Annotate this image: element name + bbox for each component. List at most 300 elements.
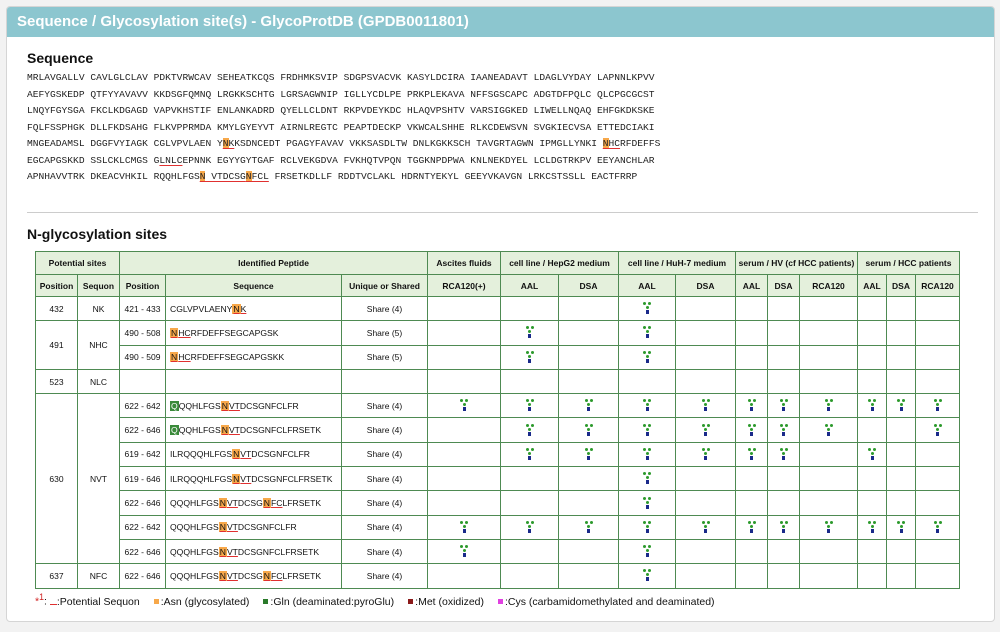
lectin-cell: [768, 564, 800, 588]
peptide-residue: HC: [178, 352, 191, 363]
empty-cell: [916, 369, 960, 393]
peptide-residue: CGLVPVLAENY: [170, 303, 233, 314]
lectin-cell: [501, 321, 559, 345]
peptide-residue: VT: [226, 570, 238, 581]
lectin-cell: [858, 394, 887, 418]
lectin-cell: [736, 394, 768, 418]
glycan-biantennary-icon: [643, 521, 651, 534]
lectin-cell: [800, 418, 858, 442]
glycan-biantennary-icon: [526, 521, 534, 534]
peptide-residue: DCSGNFCLFRSETK: [239, 425, 322, 436]
lectin-cell: [800, 564, 858, 588]
lectin-cell: [916, 297, 960, 321]
table-row: [36, 539, 960, 563]
table-row: [36, 467, 960, 491]
group-identified-peptide: Identified Peptide: [120, 252, 428, 275]
sequence-segment: KSDNCEDT PGAGYFAVAV VKKSASDLTW DNLKGKKSCH TAVGRTAGWN IPMGLLYNKI: [234, 138, 603, 149]
nglyco-table: [35, 251, 960, 589]
lectin-cell: [676, 442, 736, 466]
lectin-cell: [800, 491, 858, 515]
lectin-cell: [736, 564, 768, 588]
peptide-position: 622 - 642: [120, 515, 166, 539]
lectin-cell: [858, 564, 887, 588]
lectin-cell: [768, 321, 800, 345]
glycan-biantennary-icon: [585, 399, 593, 412]
lectin-cell: [800, 345, 858, 369]
sequence-segment: VTDCSG: [205, 171, 246, 182]
sequence-line: [27, 87, 660, 104]
peptide-residue: VT: [226, 498, 238, 509]
peptide-residue: FC: [270, 570, 283, 581]
lectin-cell: [676, 467, 736, 491]
peptide-residue: Q: [171, 400, 178, 411]
site-sequon: NVT: [78, 394, 120, 564]
peptide-residue: N: [221, 400, 228, 411]
lectin-cell: [676, 539, 736, 563]
glycan-biantennary-icon: [825, 521, 833, 534]
empty-cell: [800, 369, 858, 393]
footnote-star: *: [35, 595, 40, 608]
lectin-cell: [916, 418, 960, 442]
glycan-biantennary-icon: [526, 424, 534, 437]
sequence-line: [27, 169, 660, 186]
sequence-segment: N: [245, 171, 252, 182]
lectin-cell: [501, 564, 559, 588]
lectin-cell: [916, 394, 960, 418]
lectin-cell: [676, 321, 736, 345]
glycan-biantennary-icon: [825, 424, 833, 437]
peptide-sequence: [166, 418, 342, 442]
empty-cell: [428, 369, 501, 393]
column-header: DSA: [768, 275, 800, 297]
table-row: [36, 369, 960, 393]
peptide-residue: QQQHLFGS: [170, 498, 219, 509]
lectin-cell: [619, 515, 676, 539]
column-header: RCA120(+): [428, 275, 501, 297]
glycan-biantennary-icon: [702, 448, 710, 461]
lectin-cell: [736, 515, 768, 539]
lectin-cell: [428, 442, 501, 466]
sequence-segment: LNLC: [159, 154, 183, 166]
peptide-residue: DCSGNFCLFRSETK: [251, 473, 333, 484]
glycan-biantennary-icon: [868, 521, 876, 534]
site-position: 630: [36, 394, 78, 564]
legend-item: [154, 596, 250, 608]
lectin-cell: [916, 345, 960, 369]
lectin-cell: [736, 539, 768, 563]
peptide-position: 622 - 646: [120, 418, 166, 442]
glycan-biantennary-icon: [585, 521, 593, 534]
peptide-residue: N: [219, 570, 226, 581]
lectin-cell: [428, 564, 501, 588]
peptide-residue: K: [240, 303, 247, 314]
lectin-cell: [501, 442, 559, 466]
lectin-cell: [858, 345, 887, 369]
lectin-cell: [619, 321, 676, 345]
lectin-cell: [858, 467, 887, 491]
lectin-cell: [887, 345, 916, 369]
lectin-cell: [559, 321, 619, 345]
glycan-biantennary-icon: [643, 399, 651, 412]
glycan-biantennary-icon: [643, 424, 651, 437]
lectin-cell: [676, 491, 736, 515]
glycan-biantennary-icon: [934, 521, 942, 534]
empty-cell: [166, 369, 342, 393]
legend-item: [263, 596, 394, 608]
column-header: AAL: [501, 275, 559, 297]
table-row: [36, 297, 960, 321]
subheader-row: [36, 275, 960, 297]
glycan-biantennary-icon: [643, 472, 651, 485]
sequence-block: [27, 70, 660, 186]
peptide-residue: N: [263, 498, 270, 509]
lectin-cell: [619, 467, 676, 491]
group-serum-hv: serum / HV (cf HCC patients): [736, 252, 858, 275]
site-position: 432: [36, 297, 78, 321]
peptide-residue: QQHLFGS: [178, 400, 221, 411]
peptide-residue: N: [263, 570, 270, 581]
sequence-segment: RFDEFFS: [620, 138, 661, 149]
lectin-cell: [619, 418, 676, 442]
lectin-cell: [619, 491, 676, 515]
peptide-residue: N: [233, 303, 240, 314]
lectin-cell: [800, 442, 858, 466]
peptide-position: 622 - 646: [120, 539, 166, 563]
lectin-cell: [858, 442, 887, 466]
lectin-cell: [619, 442, 676, 466]
lectin-cell: [800, 394, 858, 418]
empty-cell: [736, 369, 768, 393]
unique-or-shared: Share (4): [342, 418, 428, 442]
lectin-cell: [428, 321, 501, 345]
group-potential-sites: Potential sites: [36, 252, 120, 275]
column-header: RCA120: [916, 275, 960, 297]
lectin-cell: [768, 394, 800, 418]
peptide-sequence: [166, 515, 342, 539]
peptide-residue: DCSG: [237, 498, 263, 509]
peptide-residue: N: [219, 498, 226, 509]
group-huh7: cell line / HuH-7 medium: [619, 252, 736, 275]
peptide-residue: N: [219, 546, 226, 557]
sequence-segment: FRSETKDLLF RDDTVCLAKL HDRNTYEKYL GEEYVKAVGN LRKCSTSSLL EACTFRRP: [268, 171, 638, 182]
peptide-residue: N: [171, 352, 178, 363]
peptide-residue: VT: [226, 522, 238, 533]
unique-or-shared: Share (4): [342, 297, 428, 321]
sequence-segment: EGCAPGSKKD SSLCKLCMGS G: [27, 154, 160, 166]
column-header: AAL: [619, 275, 676, 297]
site-position: 523: [36, 369, 78, 393]
glycan-biantennary-icon: [702, 399, 710, 412]
empty-cell: [120, 369, 166, 393]
footnote-number: 1: [39, 592, 44, 602]
glycan-biantennary-icon: [643, 302, 651, 315]
glycan-biantennary-icon: [585, 448, 593, 461]
sequence-segment: MRLAVGALLV CAVLGLCLAV PDKTVRWCAV SEHEATKCQS FRDHMKSVIP SDGPSVACVK KASYLDCIRA IAANEADAVT LDAGLVYDAY LAPNNLKPVV: [27, 72, 655, 83]
lectin-cell: [559, 539, 619, 563]
lectin-cell: [619, 394, 676, 418]
lectin-cell: [428, 345, 501, 369]
unique-or-shared: Share (4): [342, 442, 428, 466]
peptide-sequence: [166, 394, 342, 418]
unique-or-shared: Share (4): [342, 515, 428, 539]
peptide-position: 622 - 646: [120, 564, 166, 588]
glycan-biantennary-icon: [643, 351, 651, 364]
footnote-colon: :: [43, 595, 50, 608]
glycan-biantennary-icon: [526, 326, 534, 339]
group-hepg2: cell line / HepG2 medium: [501, 252, 619, 275]
lectin-cell: [858, 491, 887, 515]
peptide-residue: N: [219, 522, 226, 533]
peptide-residue: DCSGNFCLFRSETK: [237, 546, 320, 557]
sequence-line: [27, 103, 660, 120]
lectin-cell: [800, 539, 858, 563]
lectin-cell: [736, 418, 768, 442]
column-header: Unique or Shared: [342, 275, 428, 297]
lectin-cell: [501, 467, 559, 491]
lectin-cell: [559, 515, 619, 539]
lectin-cell: [559, 467, 619, 491]
lectin-cell: [619, 297, 676, 321]
glycan-biantennary-icon: [868, 448, 876, 461]
peptide-position: 619 - 642: [120, 442, 166, 466]
glycan-biantennary-icon: [460, 399, 468, 412]
empty-cell: [342, 369, 428, 393]
site-position: 491: [36, 321, 78, 370]
peptide-sequence: [166, 321, 342, 345]
lectin-cell: [559, 491, 619, 515]
column-header: Sequon: [78, 275, 120, 297]
glycan-biantennary-icon: [643, 448, 651, 461]
lectin-cell: [858, 418, 887, 442]
glycan-biantennary-icon: [702, 521, 710, 534]
glycan-biantennary-icon: [934, 399, 942, 412]
glycan-biantennary-icon: [643, 326, 651, 339]
lectin-cell: [428, 491, 501, 515]
peptide-position: 622 - 646: [120, 491, 166, 515]
glycan-biantennary-icon: [526, 351, 534, 364]
table-row: [36, 515, 960, 539]
lectin-cell: [768, 467, 800, 491]
site-sequon: NFC: [78, 564, 120, 588]
peptide-residue: DCSGNFCLFR: [239, 400, 299, 411]
peptide-residue: RFDEFFSEGCAPGSKK: [190, 352, 285, 363]
legend-swatch: [408, 599, 413, 604]
column-header: AAL: [858, 275, 887, 297]
peptide-residue: HC: [178, 327, 191, 338]
lectin-cell: [887, 564, 916, 588]
lectin-cell: [887, 515, 916, 539]
lectin-cell: [858, 297, 887, 321]
legend-swatch: [50, 596, 57, 605]
peptide-residue: N: [171, 327, 178, 338]
lectin-cell: [501, 418, 559, 442]
lectin-cell: [736, 321, 768, 345]
glycan-biantennary-icon: [748, 521, 756, 534]
site-sequon: NK: [78, 297, 120, 321]
peptide-sequence: [166, 564, 342, 588]
group-serum-hcc: serum / HCC patients: [858, 252, 960, 275]
column-header: Sequence: [166, 275, 342, 297]
lectin-cell: [736, 442, 768, 466]
peptide-position: 622 - 642: [120, 394, 166, 418]
peptide-residue: N: [233, 449, 240, 460]
empty-cell: [559, 369, 619, 393]
peptide-sequence: [166, 345, 342, 369]
peptide-residue: VT: [240, 449, 252, 460]
peptide-residue: DCSG: [237, 570, 263, 581]
legend-swatch: [263, 599, 268, 604]
peptide-residue: VT: [240, 473, 252, 484]
lectin-cell: [916, 564, 960, 588]
peptide-residue: N: [221, 425, 228, 436]
peptide-residue: QQQHLFGS: [170, 522, 219, 533]
lectin-cell: [619, 564, 676, 588]
legend-item: [498, 596, 715, 608]
legend-label: :Cys (carbamidomethylated and deaminated): [505, 595, 715, 608]
table-row: [36, 442, 960, 466]
sequence-line: [27, 120, 660, 137]
legend-item: [50, 596, 140, 608]
lectin-cell: [676, 394, 736, 418]
lectin-cell: [428, 515, 501, 539]
legend-swatch: [498, 599, 503, 604]
peptide-residue: RFDEFFSEGCAPGSK: [190, 327, 279, 338]
lectin-cell: [428, 539, 501, 563]
peptide-residue: VT: [228, 425, 240, 436]
glycan-biantennary-icon: [897, 399, 905, 412]
sequence-segment: N: [602, 138, 609, 149]
lectin-cell: [501, 297, 559, 321]
sequence-segment: FCL: [251, 171, 269, 182]
sequence-segment: EPNNK EGYYGYTGAF RCLVEKGDVA FVKHQTVPQN TGGKNPDPWA KNLNEKDYEL LCLDGTRKPV EEYANCHLAR: [182, 154, 655, 166]
lectin-cell: [768, 345, 800, 369]
site-position: 637: [36, 564, 78, 588]
lectin-cell: [858, 539, 887, 563]
empty-cell: [676, 369, 736, 393]
unique-or-shared: Share (4): [342, 564, 428, 588]
lectin-cell: [559, 418, 619, 442]
glycan-biantennary-icon: [702, 424, 710, 437]
legend-label: :Met (oxidized): [415, 595, 485, 608]
lectin-cell: [858, 515, 887, 539]
glycan-biantennary-icon: [643, 569, 651, 582]
table-row: [36, 321, 960, 345]
lectin-cell: [768, 539, 800, 563]
glycan-biantennary-icon: [526, 399, 534, 412]
empty-cell: [887, 369, 916, 393]
lectin-cell: [800, 515, 858, 539]
column-header: RCA120: [800, 275, 858, 297]
sequence-segment: N: [199, 171, 206, 182]
column-header: Position: [120, 275, 166, 297]
sequence-segment: N: [222, 138, 229, 149]
glycan-biantennary-icon: [934, 424, 942, 437]
glycoprotein-panel: [6, 6, 995, 622]
glycan-biantennary-icon: [868, 399, 876, 412]
lectin-cell: [887, 394, 916, 418]
lectin-cell: [800, 467, 858, 491]
lectin-cell: [428, 418, 501, 442]
peptide-residue: DCSGNFCLFR: [251, 449, 311, 460]
group-ascites: Ascites fluids: [428, 252, 501, 275]
glycan-biantennary-icon: [748, 399, 756, 412]
sequence-segment: K: [228, 138, 235, 149]
empty-cell: [768, 369, 800, 393]
glycan-biantennary-icon: [643, 545, 651, 558]
column-header: AAL: [736, 275, 768, 297]
lectin-cell: [858, 321, 887, 345]
column-header: Position: [36, 275, 78, 297]
site-sequon: NHC: [78, 321, 120, 370]
lectin-cell: [736, 467, 768, 491]
lectin-cell: [768, 515, 800, 539]
unique-or-shared: Share (4): [342, 394, 428, 418]
lectin-cell: [501, 515, 559, 539]
peptide-residue: FC: [270, 498, 283, 509]
peptide-residue: QQQHLFGS: [170, 570, 219, 581]
peptide-residue: QQQHLFGS: [170, 546, 219, 557]
peptide-residue: VT: [226, 546, 238, 557]
glycan-biantennary-icon: [825, 399, 833, 412]
lectin-cell: [736, 297, 768, 321]
legend-label: :Gln (deaminated:pyroGlu): [270, 595, 395, 608]
lectin-cell: [676, 418, 736, 442]
peptide-position: 421 - 433: [120, 297, 166, 321]
lectin-cell: [736, 491, 768, 515]
glycan-biantennary-icon: [780, 521, 788, 534]
lectin-cell: [916, 491, 960, 515]
glycan-biantennary-icon: [748, 424, 756, 437]
lectin-cell: [887, 297, 916, 321]
column-header: DSA: [887, 275, 916, 297]
unique-or-shared: Share (5): [342, 321, 428, 345]
sequence-line: [27, 153, 660, 170]
column-header: DSA: [559, 275, 619, 297]
sequence-heading: Sequence: [27, 50, 94, 66]
glycan-biantennary-icon: [460, 521, 468, 534]
sequence-line: [27, 136, 660, 153]
sequence-segment: FQLFSSPHGK DLLFKDSAHG FLKVPPRMDA KMYLGYEYVT AIRNLREGTC PEAPTDECKP VKWCALSHHE RLKCDEWSVN SVGKIECVSA ETTEDCIAKI: [27, 121, 655, 133]
empty-cell: [619, 369, 676, 393]
peptide-sequence: [166, 467, 342, 491]
lectin-cell: [768, 418, 800, 442]
lectin-cell: [736, 345, 768, 369]
sequence-line: [27, 70, 660, 87]
site-sequon: NLC: [78, 369, 120, 393]
section-divider: [27, 212, 978, 213]
glycan-biantennary-icon: [780, 448, 788, 461]
lectin-cell: [768, 491, 800, 515]
lectin-cell: [916, 515, 960, 539]
lectin-cell: [916, 442, 960, 466]
peptide-position: 490 - 509: [120, 345, 166, 369]
legend-swatch: [154, 599, 159, 604]
lectin-cell: [676, 515, 736, 539]
peptide-residue: N: [233, 473, 240, 484]
lectin-cell: [887, 442, 916, 466]
lectin-cell: [501, 394, 559, 418]
legend-item: [408, 596, 484, 608]
lectin-cell: [559, 345, 619, 369]
table-row: [36, 564, 960, 588]
table-row: [36, 491, 960, 515]
peptide-residue: ILRQQQHLFGS: [170, 473, 233, 484]
peptide-residue: QQHLFGS: [178, 425, 221, 436]
panel-header: Sequence / Glycosylation site(s) - GlycoProtDB (GPDB0011801): [7, 7, 994, 37]
nglyco-heading: N-glycosylation sites: [27, 226, 168, 242]
sequence-segment: AEFYGSKEDP QTFYYAVAVV KKDSGFQMNQ LRGKKSCHTG LGRSAGWNIP IGLLYCDLPE PRKPLEKAVA NFFSGSCAPC ADGTDFPQLC QLCPGCGCST: [27, 88, 655, 100]
lectin-cell: [619, 539, 676, 563]
